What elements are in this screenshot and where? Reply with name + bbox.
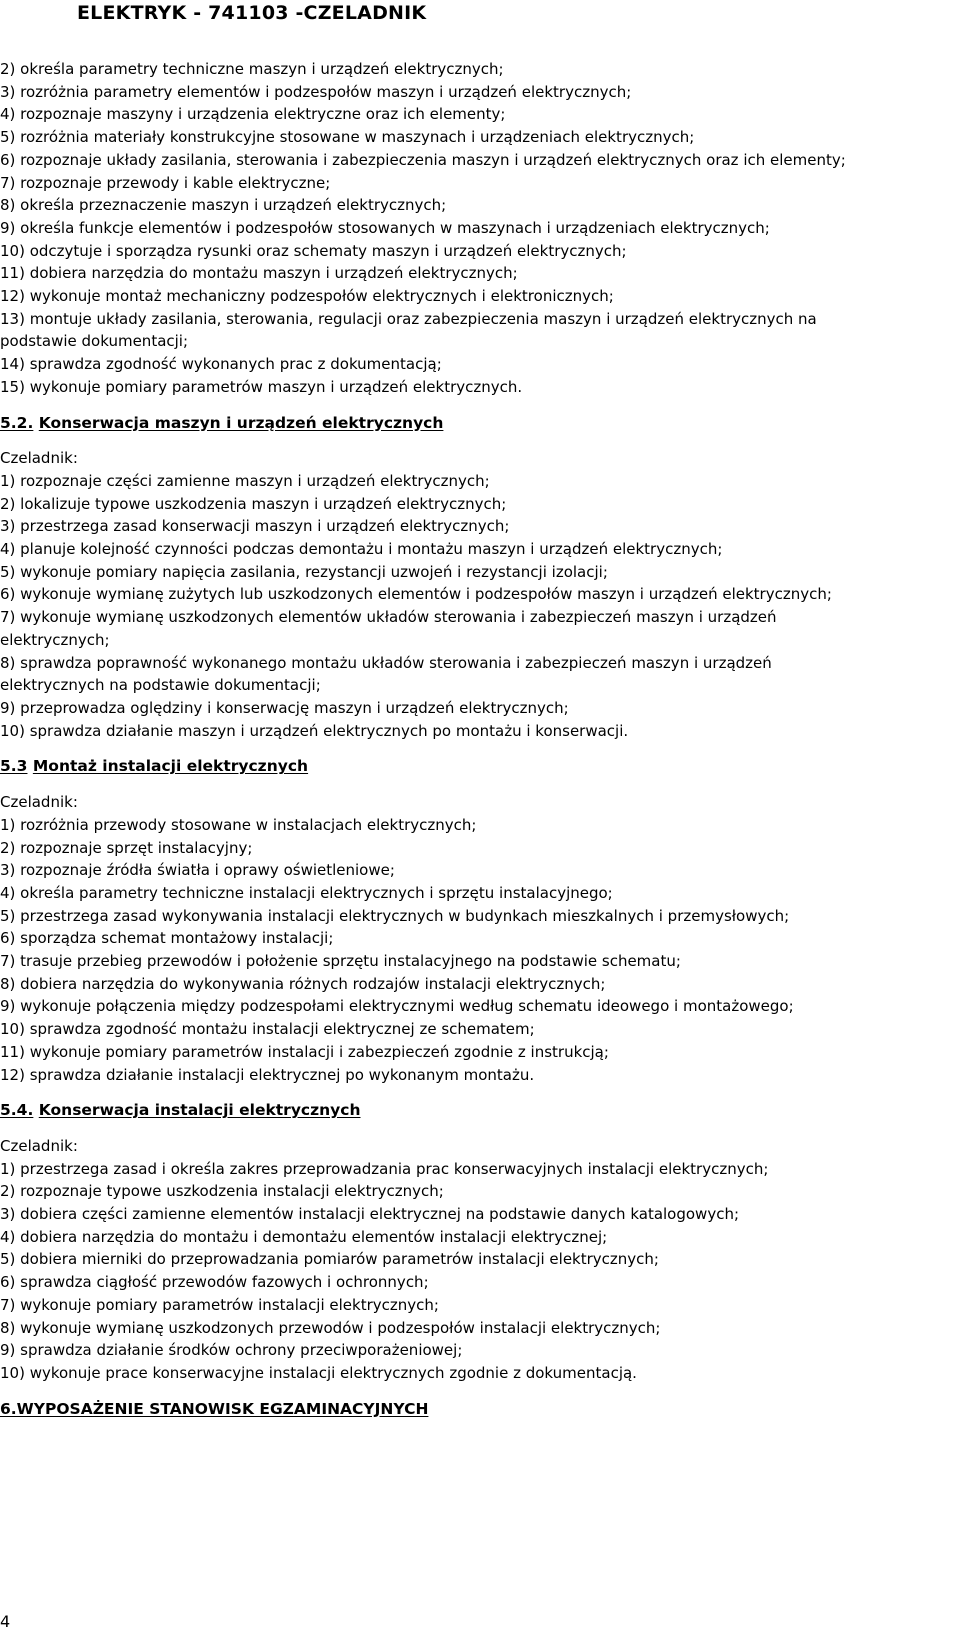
list-item: 2) lokalizuje typowe uszkodzenia maszyn i urządzeń elektrycznych; — [0, 494, 507, 513]
list-item: 11) wykonuje pomiary parametrów instalacji i zabezpieczeń zgodnie z instrukcją; — [0, 1042, 609, 1061]
list-item: 10) sprawdza zgodność montażu instalacji elektrycznej ze schematem; — [0, 1020, 535, 1039]
list-item: 8) sprawdza poprawność wykonanego montażu układów sterowania i zabezpieczeń maszyn i urządzeń — [0, 653, 772, 672]
section-5-3 — [0, 755, 958, 1086]
list-item-continuation: podstawie dokumentacji; — [0, 332, 189, 351]
section-heading — [0, 412, 958, 435]
list-item: 11) dobiera narzędzia do montażu maszyn i urządzeń elektrycznych; — [0, 264, 518, 283]
section-title: Montaż instalacji elektrycznych — [32, 757, 309, 776]
list-item: 12) wykonuje montaż mechaniczny podzespołów elektrycznych i elektronicznych; — [0, 287, 614, 306]
page-number: 4 — [0, 1612, 11, 1631]
list-item: 8) dobiera narzędzia do wykonywania różnych rodzajów instalacji elektrycznych; — [0, 974, 606, 993]
final-section-heading-text: 6.WYPOSAŻENIE STANOWISK EGZAMINACYJNYCH — [0, 1399, 429, 1418]
list-item: 9) wykonuje połączenia między podzespołami elektrycznymi według schematu ideowego i montażowego; — [0, 997, 794, 1016]
section-number: 5.2. — [0, 413, 34, 432]
list-item-continuation: elektrycznych na podstawie dokumentacji; — [0, 676, 321, 695]
list-item: 3) rozróżnia parametry elementów i podzespołów maszyn i urządzeń elektrycznych; — [0, 82, 632, 101]
list-item: 5) przestrzega zasad wykonywania instalacji elektrycznych w budynkach mieszkalnych i przemysłowych; — [0, 906, 790, 925]
list-item: 9) określa funkcje elementów i podzespołów stosowanych w maszynach i urządzeniach elektrycznych; — [0, 218, 770, 237]
section-heading — [0, 1099, 958, 1122]
section-5-2 — [0, 412, 958, 743]
list-item: 9) sprawdza działanie środków ochrony przeciwporażeniowej; — [0, 1341, 463, 1360]
list-item: 1) rozróżnia przewody stosowane w instalacjach elektrycznych; — [0, 815, 477, 834]
list-item: 10) odczytuje i sporządza rysunki oraz schematy maszyn i urządzeń elektrycznych; — [0, 241, 627, 260]
list-item: 5) rozróżnia materiały konstrukcyjne stosowane w maszynach i urządzeniach elektrycznych; — [0, 128, 695, 147]
document-header-title: ELEKTRYK - 741103 -CZELADNIK — [77, 2, 427, 24]
list-item: 1) przestrzega zasad i określa zakres przeprowadzania prac konserwacyjnych instalacji elektrycznych; — [0, 1159, 769, 1178]
list-item: 4) dobiera narzędzia do montażu i demontażu elementów instalacji elektrycznej; — [0, 1227, 608, 1246]
list-item: 7) wykonuje wymianę uszkodzonych elementów układów sterowania i zabezpieczeń maszyn i urządzeń — [0, 608, 777, 627]
list-item: 7) wykonuje pomiary parametrów instalacji elektrycznych; — [0, 1295, 439, 1314]
section-title: Konserwacja maszyn i urządzeń elektrycznych — [38, 413, 444, 432]
final-section-heading — [0, 1398, 958, 1421]
list-item: 1) rozpoznaje części zamienne maszyn i urządzeń elektrycznych; — [0, 471, 490, 490]
list-item: 13) montuje układy zasilania, sterowania, regulacji oraz zabezpieczenia maszyn i urządzeń elektrycznych na — [0, 309, 817, 328]
role-label: Czeladnik: — [0, 793, 78, 812]
list-item: 5) dobiera mierniki do przeprowadzania pomiarów parametrów instalacji elektrycznych; — [0, 1250, 659, 1269]
list-item: 7) trasuje przebieg przewodów i położenie sprzętu instalacyjnego na podstawie schematu; — [0, 952, 681, 971]
role-label: Czeladnik: — [0, 449, 78, 468]
list-item: 6) sporządza schemat montażowy instalacji; — [0, 929, 334, 948]
list-item: 14) sprawdza zgodność wykonanych prac z dokumentacją; — [0, 355, 442, 374]
list-item: 3) dobiera części zamienne elementów instalacji elektrycznej na podstawie danych katalogowych; — [0, 1205, 740, 1224]
list-item: 6) sprawdza ciągłość przewodów fazowych i ochronnych; — [0, 1273, 429, 1292]
list-item: 3) przestrzega zasad konserwacji maszyn i urządzeń elektrycznych; — [0, 517, 510, 536]
list-item: 4) planuje kolejność czynności podczas demontażu i montażu maszyn i urządzeń elektrycznych; — [0, 540, 723, 559]
list-item: 5) wykonuje pomiary napięcia zasilania, rezystancji uzwojeń i rezystancji izolacji; — [0, 562, 608, 581]
list-item: 15) wykonuje pomiary parametrów maszyn i urządzeń elektrycznych. — [0, 377, 523, 396]
list-item: 10) wykonuje prace konserwacyjne instalacji elektrycznych zgodnie z dokumentacją. — [0, 1363, 637, 1382]
role-label: Czeladnik: — [0, 1136, 78, 1155]
list-item: 4) określa parametry techniczne instalacji elektrycznych i sprzętu instalacyjnego; — [0, 883, 613, 902]
list-item: 8) wykonuje wymianę uszkodzonych przewodów i podzespołów instalacji elektrycznych; — [0, 1318, 661, 1337]
section-title: Konserwacja instalacji elektrycznych — [38, 1101, 361, 1120]
list-item: 4) rozpoznaje maszyny i urządzenia elektryczne oraz ich elementy; — [0, 105, 506, 124]
list-item: 8) określa przeznaczenie maszyn i urządzeń elektrycznych; — [0, 196, 447, 215]
document-content — [0, 58, 958, 1420]
list-item: 9) przeprowadza oględziny i konserwację maszyn i urządzeń elektrycznych; — [0, 698, 569, 717]
list-item: 10) sprawdza działanie maszyn i urządzeń elektrycznych po montażu i konserwacji. — [0, 721, 629, 740]
list-item: 3) rozpoznaje źródła światła i oprawy oświetleniowe; — [0, 861, 395, 880]
section-number: 5.4. — [0, 1101, 34, 1120]
section-number: 5.3 — [0, 757, 28, 776]
list-item: 2) określa parametry techniczne maszyn i urządzeń elektrycznych; — [0, 60, 504, 78]
list-item: 12) sprawdza działanie instalacji elektrycznej po wykonanym montażu. — [0, 1065, 535, 1084]
list-item: 7) rozpoznaje przewody i kable elektryczne; — [0, 173, 331, 192]
list-item: 6) wykonuje wymianę zużytych lub uszkodzonych elementów i podzespołów maszyn i urządzeń elektrycznych; — [0, 585, 832, 604]
list-item-continuation: elektrycznych; — [0, 630, 110, 649]
section-5-4 — [0, 1099, 958, 1384]
section-continuation-list — [0, 58, 958, 399]
list-item: 2) rozpoznaje sprzęt instalacyjny; — [0, 838, 253, 857]
list-item: 2) rozpoznaje typowe uszkodzenia instalacji elektrycznych; — [0, 1182, 444, 1201]
list-item: 6) rozpoznaje układy zasilania, sterowania i zabezpieczenia maszyn i urządzeń elektrycznych oraz ich elementy; — [0, 150, 846, 169]
section-heading — [0, 755, 958, 778]
